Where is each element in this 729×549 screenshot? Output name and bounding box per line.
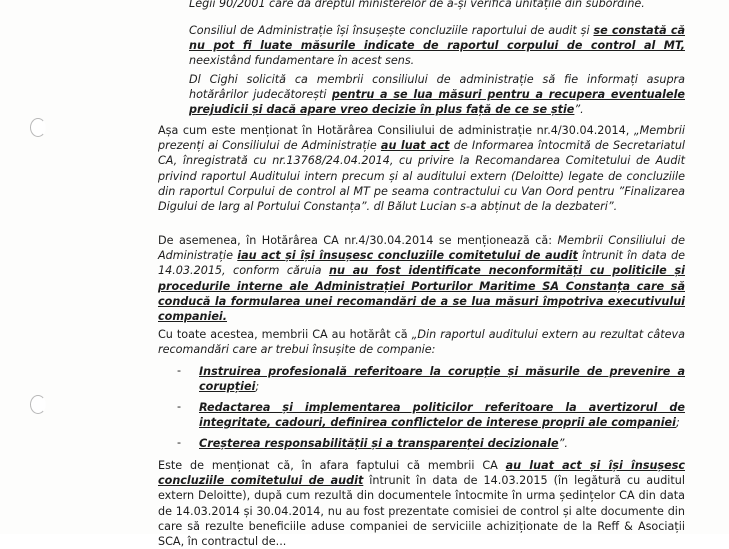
paragraph-audit-committee: De asemenea, în Hotărârea CA nr.4/30.04.2014 se menționează că: Membrii Consiliului de Administrație iau act și își însușesc concluziile comitetului de audit întrunit în data de 14.03.2015, conform căruia nu au fost identificate neconformități cu politicile și procedurile interne ale Administrației Porturilor Maritime SA Constanța care să conducă la formularea unei recomandări de a se lua măsuri împotriva executivului companiei. — [158, 234, 685, 324]
list-item: Instruirea profesională referitoare la corupție și măsurile de prevenire a corupției; — [199, 365, 685, 394]
list-dash: - — [177, 436, 182, 449]
paragraph-board-decision: Consiliul de Administrație își însușește concluziile raportului de audit și se constată că nu pot fi luate măsurile indicate de raportul corpului de control al MT, neexistând fundamentare în acest sens. — [189, 24, 685, 68]
paragraph-hca-4-2014: Așa cum este menționat în Hotărârea Consiliului de administrație nr.4/30.04.2014, „Membrii prezenți ai Consiliului de Administrație au luat act de Informarea întocmită de Secretariatul CA, înregistrată cu nr.13768/24.04.2014, cu privire la Recomandarea Comitetului de Audit privind raportul Auditului intern precum și al auditului extern (Deloitte) legate de concluziile din raportul Corpului de control al MT pe seama contractului cu Van Oord pentru ”Finalizarea Digului de larg al Portului Constanța”. dl Bălut Lucian s-a abținut de la dezbateri”. — [158, 124, 686, 214]
punch-hole-mark — [30, 118, 46, 137]
paragraph-final-note: Este de menționat că, în afara faptului că membrii CA au luat act și își însușesc concluziile comitetului de audit întrunit în data de 14.03.2015 (în legătură cu auditul extern Deloitte), după cum rezultă din documentele întocmite în urma ședințelor CA din data de 14.03.2014 și 30.04.2014, nu au fost prezentate comisiei de control și alte documente din care să rezulte beneficiile aduse companiei de serviciile achiziționate de la Reff & Asociații SCA, în contractul de... — [158, 459, 685, 549]
punch-hole-mark — [30, 395, 46, 414]
list-dash: - — [177, 364, 182, 377]
paragraph-cighi-request: Dl Cighi solicită ca membrii consiliului de administrație să fie informați asupra hotărârilor judecătorești pentru a se lua măsuri pentru a recupera eventualele prejudicii și dacă apare vreo decizie în plus față de ce se știe”. — [189, 73, 685, 117]
top-fragment-line: Legii 90/2001 care dă dreptul ministerelor de a-și verifica unitățile din subordine. — [189, 0, 645, 10]
list-dash: - — [177, 400, 182, 413]
list-item: Creșterea responsabilității și a transparenței decizionale”. — [199, 437, 568, 450]
list-item: Redactarea și implementarea politicilor referitoare la avertizorul de integritate, cadouri, definirea conflictelor de interese proprii ale companiei; — [199, 401, 685, 430]
paragraph-recommendations-intro: Cu toate acestea, membrii CA au hotărât că „Din raportul auditului extern au rezultat câteva recomandări care ar trebui însușite de companie: — [158, 328, 685, 357]
